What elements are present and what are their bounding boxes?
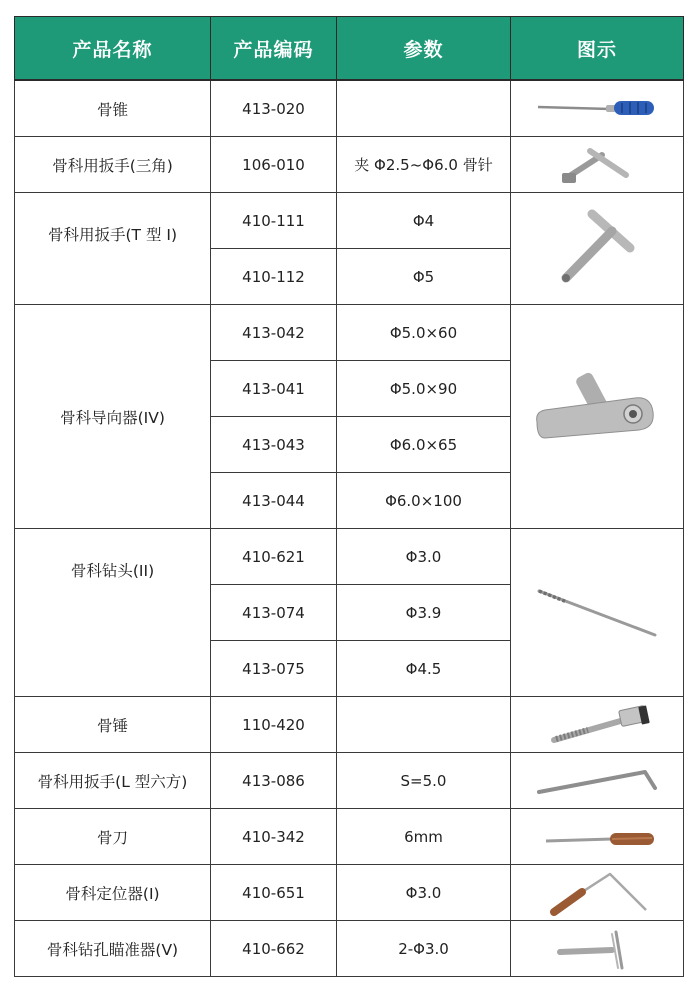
table-row [15,809,684,865]
product-code: 413-074 [211,585,337,641]
product-param: 6mm [337,809,511,865]
header-row [15,17,684,81]
product-name: 骨科钻孔瞄准器(V) [15,921,211,977]
product-name: 骨科用扳手(三角) [15,137,211,193]
product-param: Φ3.0 [337,865,511,921]
product-code: 413-020 [211,80,337,137]
product-param: Φ3.9 [337,585,511,641]
product-code: 410-621 [211,529,337,585]
table-row [15,697,684,753]
table-row [15,921,684,977]
product-code: 410-111 [211,193,337,249]
guide-image [511,305,684,529]
product-param: S=5.0 [337,753,511,809]
product-name: 骨科钻头(II) [15,529,211,697]
product-name: 骨锤 [15,697,211,753]
drill-bit-image [511,529,684,697]
t-wrench-image [511,193,684,305]
table-row [15,305,684,361]
product-param: Φ3.0 [337,529,511,585]
product-code: 413-044 [211,473,337,529]
table-row [15,193,684,249]
product-code: 106-010 [211,137,337,193]
drill-aimer-image [511,921,684,977]
product-param: Φ5 [337,249,511,305]
product-name: 骨科用扳手(L 型六方) [15,753,211,809]
product-code: 410-662 [211,921,337,977]
product-code: 410-651 [211,865,337,921]
product-code: 413-043 [211,417,337,473]
product-name: 骨锥 [15,80,211,137]
product-name: 骨科导向器(IV) [15,305,211,529]
product-param: Φ6.0×65 [337,417,511,473]
hammer-image [511,697,684,753]
product-name: 骨科用扳手(T 型 I) [15,193,211,305]
table-row [15,529,684,585]
table-row [15,753,684,809]
product-code: 413-086 [211,753,337,809]
product-code: 413-042 [211,305,337,361]
product-code: 413-075 [211,641,337,697]
table-row [15,865,684,921]
l-hex-wrench-image [511,753,684,809]
product-param: Φ5.0×60 [337,305,511,361]
product-code: 410-342 [211,809,337,865]
osteotome-image [511,809,684,865]
product-name: 骨科定位器(I) [15,865,211,921]
product-param [337,697,511,753]
product-name: 骨刀 [15,809,211,865]
triangle-wrench-image [511,137,684,193]
product-param: Φ4.5 [337,641,511,697]
header-product-code: 产品编码 [211,17,337,81]
product-param: Φ4 [337,193,511,249]
table-row [15,137,684,193]
table-row [15,80,684,137]
product-param: Φ6.0×100 [337,473,511,529]
product-code: 410-112 [211,249,337,305]
product-table [14,16,684,977]
header-parameters: 参数 [337,17,511,81]
locator-image [511,865,684,921]
product-code: 413-041 [211,361,337,417]
product-param [337,80,511,137]
product-code: 110-420 [211,697,337,753]
header-illustration: 图示 [511,17,684,81]
header-product-name: 产品名称 [15,17,211,81]
awl-image [511,80,684,137]
product-param: 夹 Φ2.5~Φ6.0 骨针 [337,137,511,193]
product-param: 2-Φ3.0 [337,921,511,977]
product-param: Φ5.0×90 [337,361,511,417]
